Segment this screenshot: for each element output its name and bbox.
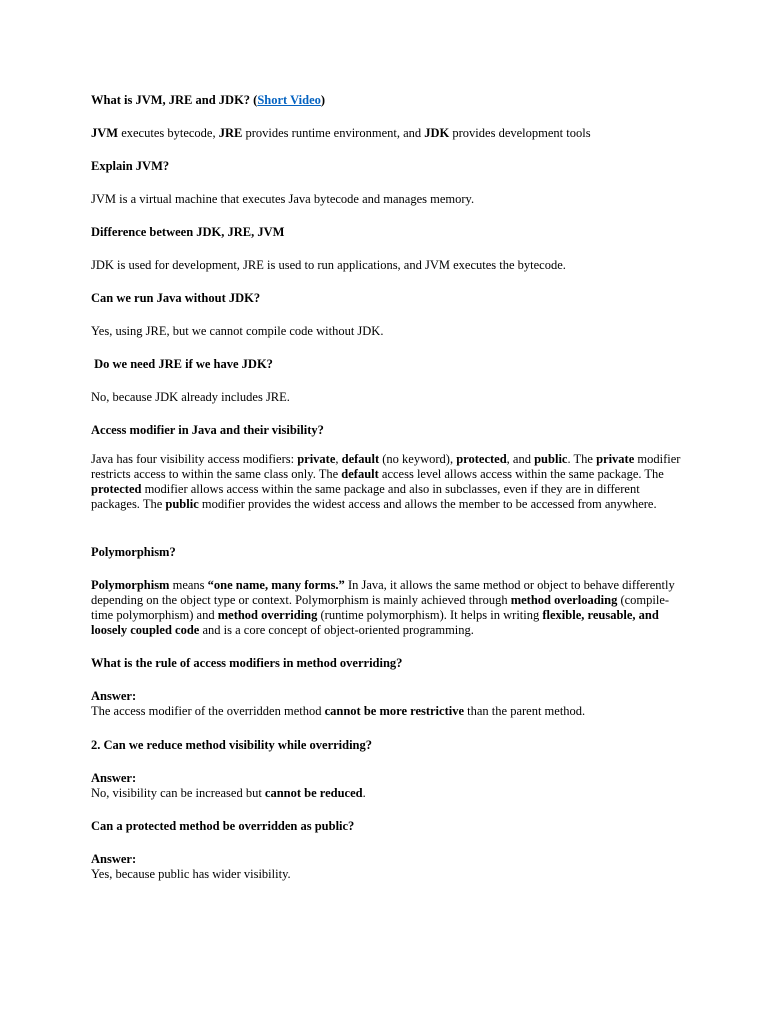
bold-term: default	[341, 452, 380, 466]
answer-text: than the parent method.	[464, 704, 586, 718]
bold-term: method overriding	[217, 608, 318, 622]
question-jvm-jre-jdk	[91, 93, 691, 108]
question-override-rule: What is the rule of access modifiers in method overriding?	[91, 656, 403, 670]
answer-need-jre: No, because JDK already includes JRE.	[91, 390, 290, 404]
answer-text: (compile-time polymorphism) and	[91, 593, 670, 622]
bold-term: method overloading	[510, 593, 618, 607]
bold-term: public	[534, 452, 568, 466]
bold-term: private	[596, 452, 635, 466]
answer-label: Answer:	[91, 852, 137, 866]
answer-label: Answer:	[91, 771, 137, 785]
answer-text: The access modifier of the overridden method	[91, 704, 325, 718]
bold-term: public	[165, 497, 199, 511]
question-run-without-jdk: Can we run Java without JDK?	[91, 291, 261, 305]
answer-text: executes bytecode,	[118, 126, 219, 140]
answer-reduce-visibility	[91, 771, 691, 801]
answer-access-modifier	[91, 452, 691, 512]
bold-term: JRE	[218, 126, 243, 140]
answer-polymorphism	[91, 578, 691, 638]
answer-text: Java has four visibility access modifiers:	[91, 452, 298, 466]
bold-term: cannot be reduced	[264, 786, 363, 800]
answer-text: means	[169, 578, 208, 592]
question-need-jre: Do we need JRE if we have JDK?	[91, 357, 273, 371]
answer-text: In Java, it allows the same method or object to behave differently depending on the object type or context. Polymorphism is mainly achieved through	[91, 578, 675, 607]
answer-text: Yes, because public has wider visibility.	[91, 867, 291, 881]
answer-explain-jvm: JVM is a virtual machine that executes Java bytecode and manages memory.	[91, 192, 475, 206]
answer-label: Answer:	[91, 689, 137, 703]
answer-text: ,	[335, 452, 342, 466]
bold-term: JVM	[91, 126, 119, 140]
short-video-link[interactable]: Short Video	[257, 93, 321, 107]
answer-override-rule	[91, 689, 691, 719]
question-text-end: )	[320, 93, 326, 107]
answer-text: provides development tools	[449, 126, 591, 140]
bold-term: protected	[456, 452, 507, 466]
answer-text: No, visibility can be increased but	[91, 786, 265, 800]
question-access-modifier: Access modifier in Java and their visibility?	[91, 423, 324, 437]
answer-text: .	[362, 786, 366, 800]
bold-term: cannot be more restrictive	[324, 704, 465, 718]
question-difference: Difference between JDK, JRE, JVM	[91, 225, 285, 239]
answer-text: access level allows access within the same package. The	[378, 467, 664, 481]
question-protected-public: Can a protected method be overridden as public?	[91, 819, 355, 833]
answer-text: provides runtime environment, and	[242, 126, 425, 140]
answer-jvm-jre-jdk	[91, 126, 691, 141]
bold-term: “one name, many forms.”	[207, 578, 345, 592]
answer-text: modifier restricts access to within the same class only. The	[91, 452, 681, 481]
bold-term: JDK	[424, 126, 450, 140]
question-explain-jvm: Explain JVM?	[91, 159, 170, 173]
answer-text: modifier provides the widest access and allows the member to be accessed from anywhere.	[198, 497, 657, 511]
bold-term: flexible, reusable, and loosely coupled code	[91, 608, 659, 637]
answer-text: (runtime polymorphism). It helps in writing	[317, 608, 543, 622]
bold-term: private	[297, 452, 336, 466]
answer-text: modifier allows access within the same package and also in subclasses, even if they are in different packages. The	[91, 482, 640, 511]
bold-term: default	[341, 467, 379, 481]
answer-protected-public	[91, 852, 691, 882]
answer-run-without-jdk: Yes, using JRE, but we cannot compile code without JDK.	[91, 324, 384, 338]
question-reduce-visibility: 2. Can we reduce method visibility while overriding?	[91, 738, 373, 752]
question-polymorphism: Polymorphism?	[91, 545, 176, 559]
question-text: What is JVM, JRE and JDK? (	[91, 93, 258, 107]
answer-text: , and	[506, 452, 535, 466]
answer-text: . The	[567, 452, 597, 466]
answer-text: and is a core concept of object-oriented programming.	[199, 623, 474, 637]
bold-term: Polymorphism	[91, 578, 170, 592]
answer-difference: JDK is used for development, JRE is used to run applications, and JVM executes the bytecode.	[91, 258, 566, 272]
bold-term: protected	[91, 482, 142, 496]
answer-text: (no keyword),	[379, 452, 457, 466]
